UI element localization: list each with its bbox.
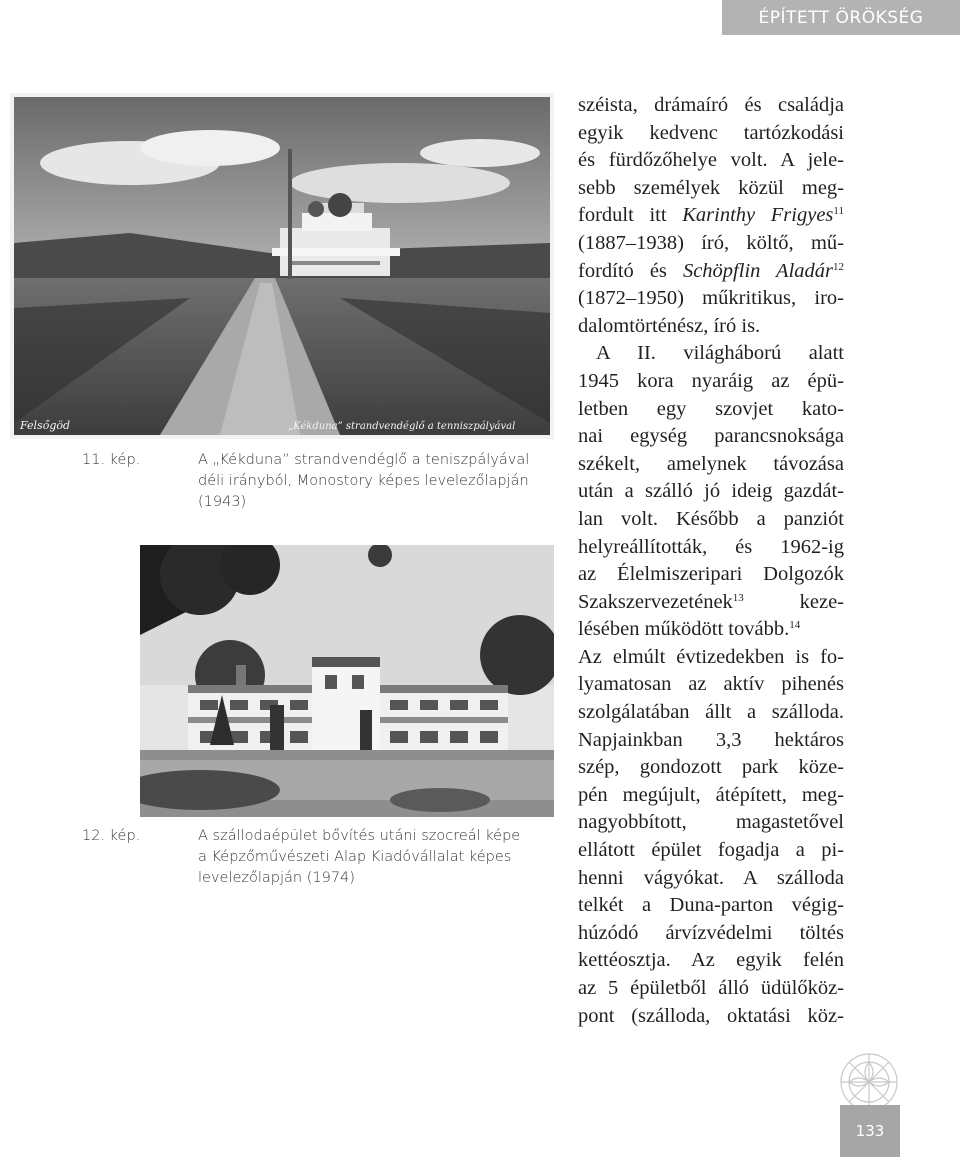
postcard-right-text: „Kékduna” strandvendéglő a tenniszpályával [288,421,516,432]
body-line: széista, drámaíró és családja [578,94,844,116]
caption-line: déli irányból, Monostory képes levelezőlapján [198,473,529,489]
page-number-box [840,1105,900,1157]
postcard-photo-kekduna [10,93,554,439]
body-line: 1945 kora nyaráig az épü- [578,369,844,392]
footnote-ref-12: 12 [833,260,845,273]
caption-line: a Képzőművészeti Alap Kiadóvállalat képes [198,849,512,865]
body-line: dalomtörténész, író is. [578,314,761,337]
article-body-text [578,92,844,1030]
footnote-ref-13: 13 [732,591,744,604]
body-line: (1872–1950) műkritikus, iro- [578,287,844,310]
hotel-building-photo [140,545,554,817]
person-name-karinthy: Karinthy Frigyes [682,204,834,227]
body-line: húzódó árvízvédelmi töltés [578,921,844,944]
body-line [578,258,844,286]
body-line: székelt, amelynek távozása [578,452,844,475]
figure-caption-12 [82,826,560,889]
body-line: az Élelmiszeripari Dolgozók [578,563,844,586]
page-number: 133 [855,1122,885,1140]
caption-number: 12. kép. [82,828,141,844]
body-line-text: fordult itt [578,204,683,227]
figure-caption-11 [82,450,560,513]
body-line: ellátott épület fogadja a pi- [578,839,844,862]
person-name-schopflin: Schöpflin Aladár [682,259,834,282]
body-line [578,589,844,617]
caption-number: 11. kép. [82,452,141,468]
body-line: telkét a Duna-parton végig- [578,894,844,917]
caption-line: levelezőlapján (1974) [198,870,355,886]
body-line: nagyobbított, magastetővel [578,811,844,834]
postcard-left-text: Felsőgöd [20,419,71,432]
body-line: Az elmúlt évtizedekben is fo- [578,645,844,668]
body-line: pén megújult, átépített, meg- [578,783,844,806]
body-line: szép, gondozott park köze- [578,756,844,779]
body-line: lyamatosan az aktív pihenés [578,673,844,696]
body-line: henni vágyókat. A szálloda [578,866,844,889]
body-line: helyreállították, és 1962-ig [578,535,844,558]
body-line-text: Szakszervezetének [578,590,733,613]
body-line [578,202,844,230]
body-line: az 5 épületből álló üdülőköz- [578,977,844,999]
body-line: sebb személyek közül meg- [578,176,844,199]
body-line-end: keze- [799,590,844,613]
body-line [578,616,844,644]
body-line-text: fordító és [578,259,683,282]
body-line: egyik kedvenc tartózkodási [578,121,844,144]
body-line-text: lésében működött tovább. [578,618,790,641]
body-line: kettéosztja. Az egyik felén [578,949,844,972]
caption-line: A szállodaépület bővítés utáni szocreál képe [198,828,521,844]
body-line: letben egy szovjet kato- [578,397,844,420]
body-line: szolgálatában állt a szálloda. [578,701,844,724]
body-line: nai egység parancsnoksága [578,425,844,448]
caption-line: A „Kékduna” strandvendéglő a teniszpályával [198,452,530,468]
body-line: pont (szálloda, oktatási köz- [578,1004,844,1027]
section-label: ÉPÍTETT ÖRÖKSÉG [758,7,924,28]
body-line: Napjainkban 3,3 hektáros [578,728,844,751]
body-line: (1887–1938) író, költő, mű- [578,231,844,254]
footnote-ref-14: 14 [789,619,801,632]
caption-line: (1943) [198,494,247,510]
body-line: és fürdőzőhelye volt. A jele- [578,149,844,172]
section-header-band [722,0,960,35]
footnote-ref-11: 11 [833,205,844,218]
body-line: után a szálló jó ideig gazdát- [578,480,844,503]
body-line: lan volt. Később a panziót [578,507,844,530]
body-line: A II. világháború alatt [596,342,844,365]
